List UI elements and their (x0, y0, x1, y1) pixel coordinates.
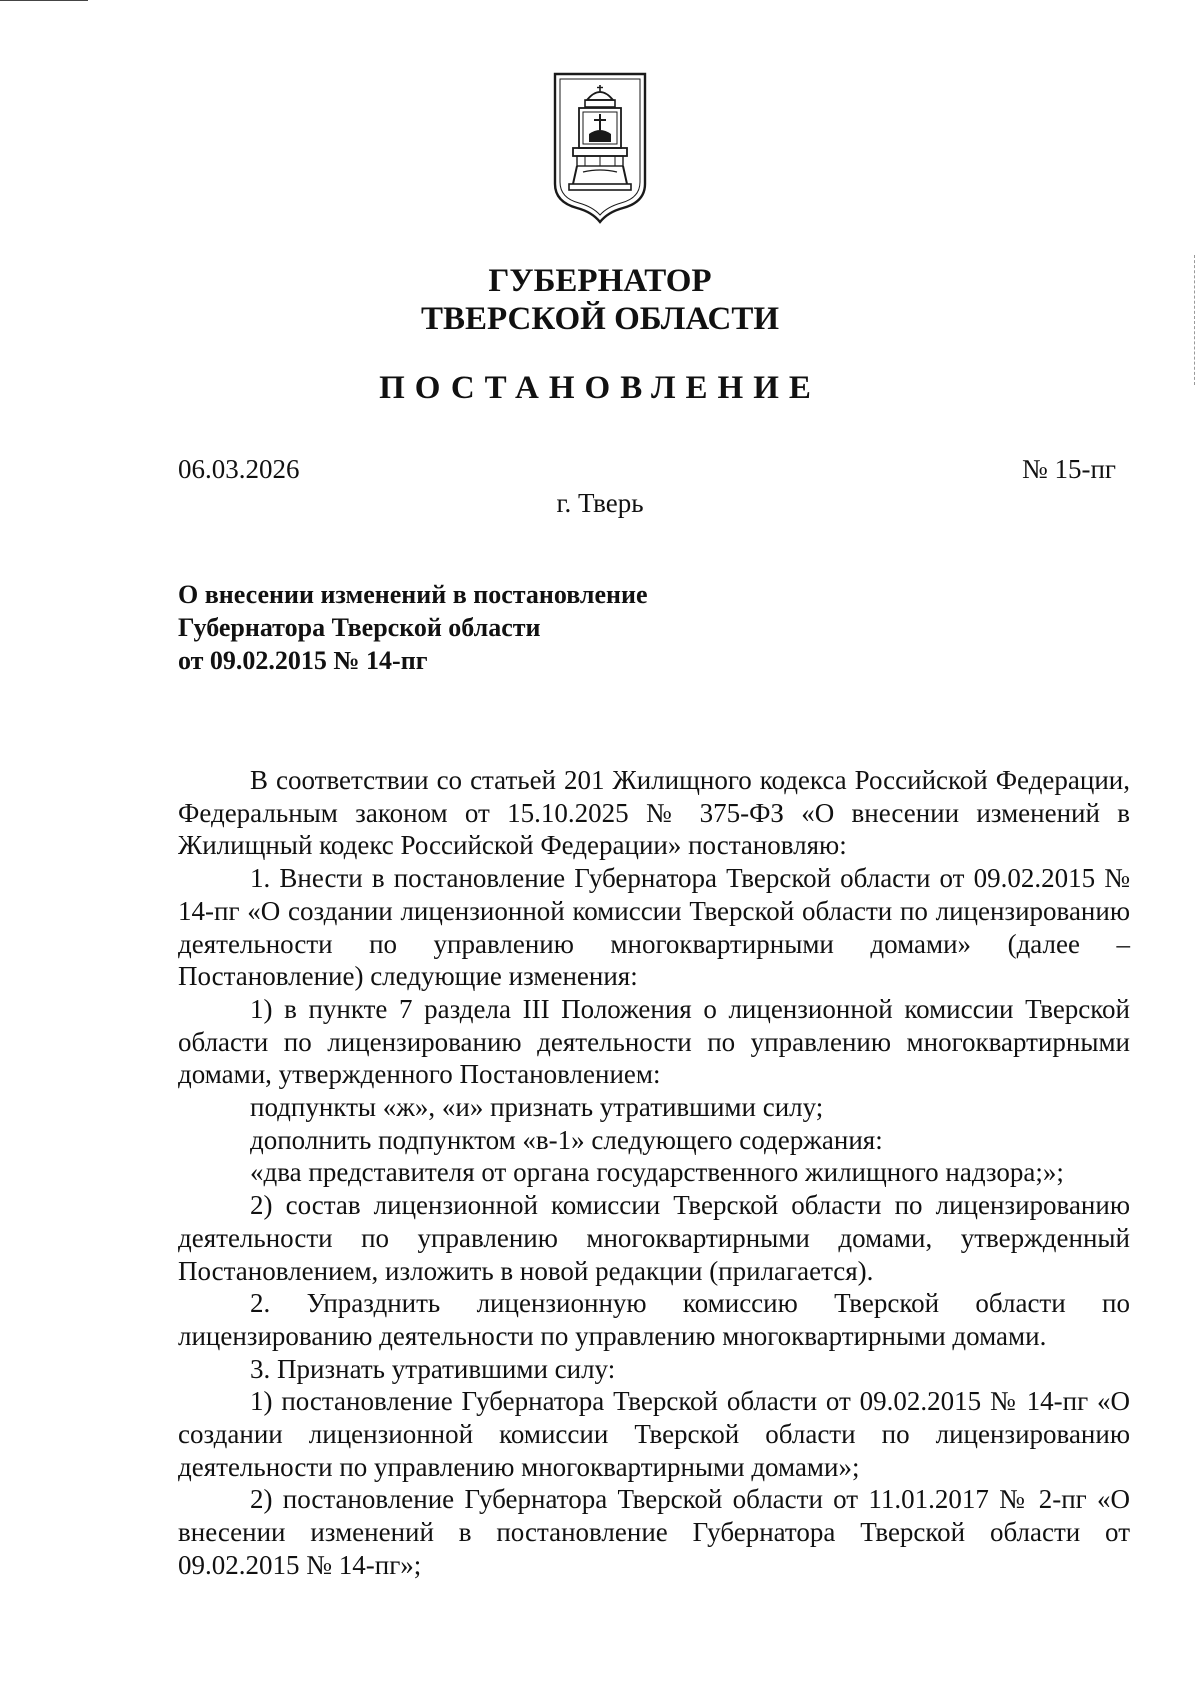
subject-line: Губернатора Тверской области (178, 613, 541, 642)
document-date: 06.03.2026 (178, 454, 300, 484)
body-paragraph-subitem: дополнить подпунктом «в-1» следующего содержания: (250, 1124, 883, 1155)
document-type-heading: ПОСТАНОВЛЕНИЕ (379, 370, 821, 406)
subject-line: от 09.02.2015 № 14-пг (178, 646, 428, 675)
document-body (178, 764, 1130, 1582)
document-city: г. Тверь (556, 488, 644, 518)
body-paragraph-item-3-1: 1) постановление Губернатора Тверской области от 09.02.2015 № 14-пг «О создании лицензионной комиссии Тверской области по лицензированию деятельности по управлению многоквартирными домами»; (178, 1386, 1130, 1482)
body-paragraph-item-3-2: 2) постановление Губернатора Тверской области от 11.01.2017 № 2-пг «О внесении изменений в постановление Губернатора Тверской области от 09.02.2015 № 14-пг»; (178, 1484, 1130, 1580)
body-paragraph-item-2: 2. Упразднить лицензионную комиссию Тверской области по лицензированию деятельности по управлению многоквартирными домами. (178, 1288, 1130, 1351)
body-paragraph-item-1-1: 1) в пункте 7 раздела III Положения о лицензионной комиссии Тверской области по лицензированию деятельности по управлению многоквартирными домами, утвержденного Постановлением: (178, 993, 1130, 1090)
subject-line: О внесении изменений в постановление (178, 580, 648, 609)
coat-of-arms-icon (553, 72, 647, 224)
scan-edge-line (0, 0, 88, 1)
document-subject (178, 578, 648, 677)
body-paragraph-subitem: подпункты «ж», «и» признать утратившими силу; (250, 1092, 824, 1123)
body-paragraph-preamble: В соответствии со статьей 201 Жилищного кодекса Российской Федерации, Федеральным законом от 15.10.2025 № 375-ФЗ «О внесении изменений в Жилищный кодекс Российской Федерации» постановляю: (178, 765, 1130, 861)
document-number: № 15-пг (1021, 454, 1116, 484)
body-paragraph-item-3: 3. Признать утратившими силу: (250, 1353, 616, 1384)
body-paragraph-item-1-2: 2) состав лицензионной комиссии Тверской области по лицензированию деятельности по управлению многоквартирными домами, утвержденный Постановлением, изложить в новой редакции (прилагается). (178, 1190, 1130, 1286)
org-title-line2: ТВЕРСКОЙ ОБЛАСТИ (420, 301, 780, 337)
body-paragraph-item-1: 1. Внести в постановление Губернатора Тверской области от 09.02.2015 № 14-пг «О создании лицензионной комиссии Тверской области по лицензированию деятельности по управлению многоквартирными домами» (далее – Постановление) следующие изменения: (178, 863, 1130, 992)
org-title-line1: ГУБЕРНАТОР (488, 263, 712, 299)
body-paragraph-quote: «два представителя от органа государственного жилищного надзора;»; (250, 1157, 1064, 1188)
